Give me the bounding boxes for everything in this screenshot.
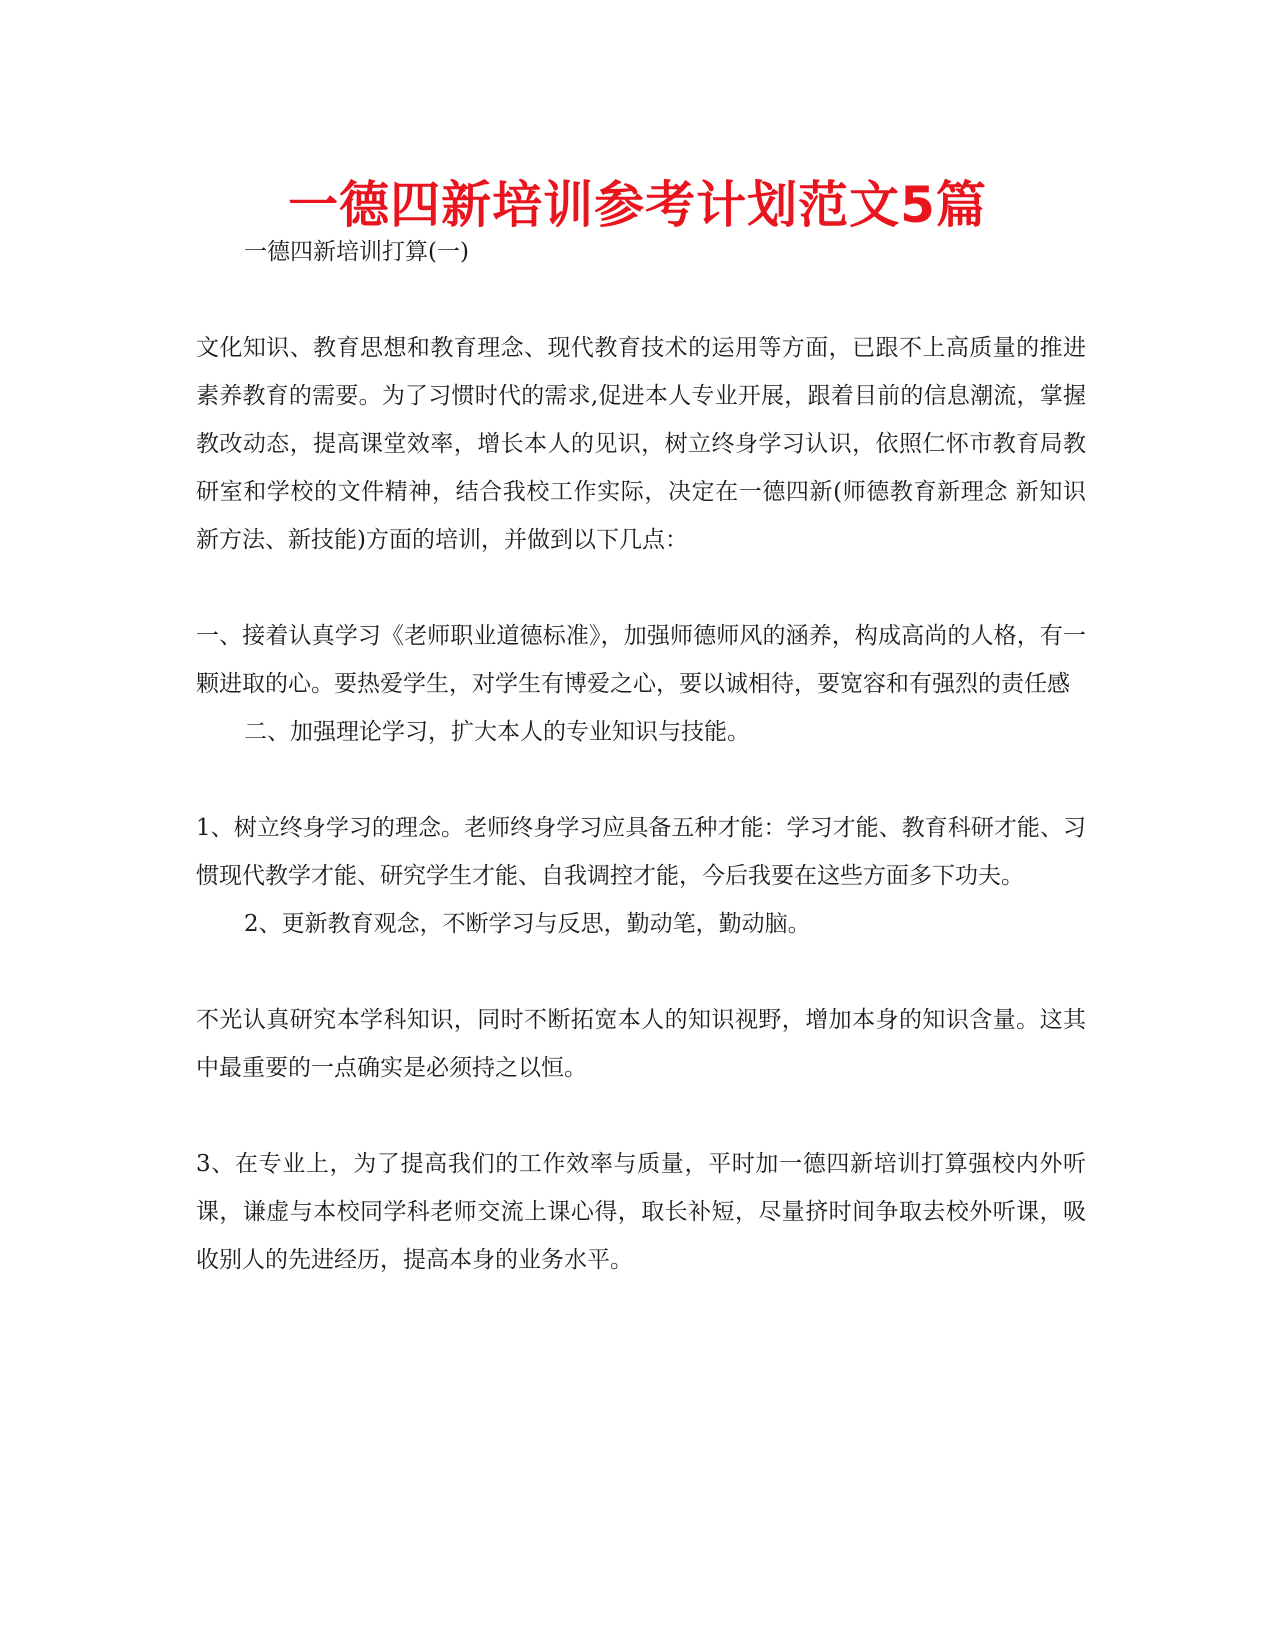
paragraph-item-2: 2、更新教育观念，不断学习与反思，勤动笔，勤动脑。 [244,911,811,937]
paragraph-item-1: 1、树立终身学习的理念。老师终身学习应具备五种才能：学习才能、教育科研才能、习惯现代教学才能、研究学生才能、自我调控才能，今后我要在这些方面多下功夫。 [196,815,1086,889]
paragraph-gap [196,276,1086,324]
paragraph-intro: 文化知识、教育思想和教育理念、现代教育技术的运用等方面，已跟不上高质量的推进素养教育的需要。为了习惯时代的需求,促进本人专业开展，跟着目前的信息潮流，掌握教改动态，提高课堂效率，增长本人的见识，树立终身学习认识，依照仁怀市教育局教研室和学校的文件精神，结合我校工作实际，决定在一德四新(师德教育新理念 新知识 新方法、新技能)方面的培训，并做到以下几点： [196,335,1086,553]
paragraph-gap [196,1092,1086,1140]
paragraph-point-1: 一、接着认真学习《老师职业道德标准》，加强师德师风的涵养，构成高尚的人格，有一颗进取的心。要热爱学生，对学生有博爱之心，要以诚相待，要宽容和有强烈的责任感 [196,623,1086,697]
section-subtitle: 一德四新培训打算(一) [244,239,469,265]
paragraph-point-2: 二、加强理论学习，扩大本人的专业知识与技能。 [244,719,750,745]
paragraph-item-3: 3、在专业上，为了提高我们的工作效率与质量，平时加一德四新培训打算强校内外听课，谦虚与本校同学科老师交流上课心得，取长补短，尽量挤时间争取去校外听课，吸收别人的先进经历，提高本身的业务水平。 [196,1151,1086,1273]
paragraph-knowledge: 不光认真研究本学科知识，同时不断拓宽本人的知识视野，增加本身的知识含量。这其中最重要的一点确实是必须持之以恒。 [196,1007,1086,1081]
paragraph-gap [196,756,1086,804]
document-body [196,228,1086,1284]
document-title: 一德四新培训参考计划范文5篇 [288,176,987,234]
paragraph-gap [196,564,1086,612]
paragraph-gap [196,948,1086,996]
